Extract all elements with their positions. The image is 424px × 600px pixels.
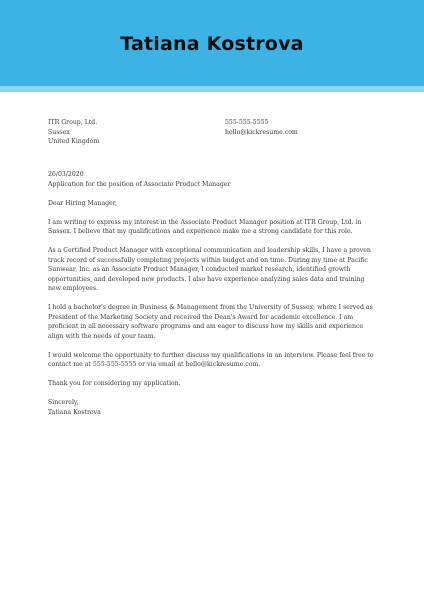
header-stripe [0, 86, 424, 92]
letter-closing: Sincerely, [48, 399, 79, 406]
letter-salutation: Dear Hiring Manager, [48, 199, 118, 207]
letter-signature: Tatiana Kostrova [48, 408, 101, 416]
letter-paragraph-thanks: Thank you for considering my application. [48, 380, 181, 387]
letter-paragraph-intro: I am writing to express my interest in the Associate Product Manager position at ITR Group, Ltd. in Sussex. I believe that my qualifications and experience make me a strong candidate for this role. [48, 218, 362, 235]
letter-signoff [48, 398, 378, 417]
recipient-address [48, 118, 99, 147]
letter-date: 26/03/2020 [48, 171, 84, 178]
letter-paragraph-contact: I would welcome the opportunity to further discuss my qualifications in an interview. Please feel free to contact me at 555-555-5555 or via email at hello@kickresume.com. [48, 351, 374, 368]
letter-subject: Application for the position of Associate Product Manager [48, 180, 231, 188]
sender-email: hello@kickresume.com [225, 128, 298, 136]
applicant-name: Tatiana Kostrova [120, 33, 304, 55]
recipient-country: United Kingdom [48, 138, 100, 145]
sender-contact [225, 118, 298, 137]
letter-paragraph-education: I hold a bachelor's degree in Business & Management from the University of Sussex, where I served as President of the Marketing Society and received the Dean's Award for academic excellence. I am proficient in all necessary software programs and am eager to discuss how my skills and experience align with the needs of your team. [48, 304, 373, 340]
sender-phone: 555-555-5555 [225, 119, 269, 126]
letter-paragraph-experience: As a Certified Product Manager with exceptional communication and leadership skills, I have a proven track record of successfully completing projects within budget and on time. During my time at Pacific Sunwear, Inc. as an Associate Product Manager, I conducted market research, identified growth opportunities, and developed new products. I also have experience analyzing sales data and training new employees. [48, 247, 371, 292]
recipient-company: ITR Group, Ltd. [48, 119, 98, 126]
recipient-region: Sussex [48, 128, 70, 136]
letter-body [48, 170, 378, 417]
